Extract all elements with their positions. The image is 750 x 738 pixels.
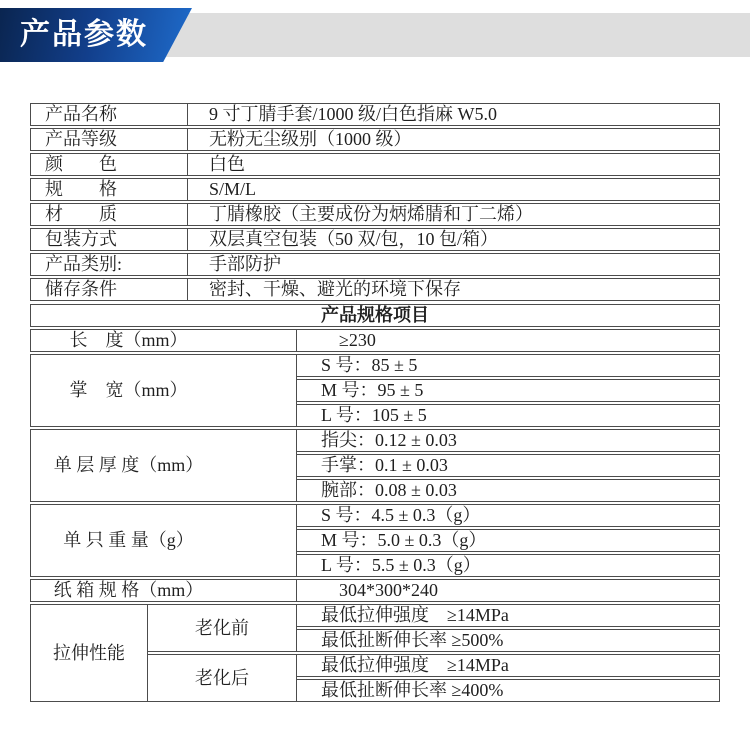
cell-value: 9 寸丁腈手套/1000 级/白色指麻 W5.0 — [188, 103, 720, 126]
spec-row-carton — [30, 579, 720, 602]
cell-label: 包装方式 — [30, 228, 188, 251]
cell-value: 最低拉伸强度 ≥14MPa — [297, 654, 720, 677]
cell-label: 长 度（mm） — [30, 329, 297, 352]
table-row-color — [30, 153, 720, 176]
cell-value: 最低扯断伸长率 ≥500% — [297, 629, 720, 652]
cell-value: 手部防护 — [188, 253, 720, 276]
cell-label: 材 质 — [30, 203, 188, 226]
spec-row-weight-s — [30, 504, 720, 527]
cell-value: 最低扯断伸长率 ≥400% — [297, 679, 720, 702]
cell-label: 掌 宽（mm） — [30, 354, 297, 427]
cell-value: 304*300*240 — [297, 579, 720, 602]
spec-row-length — [30, 329, 720, 352]
spec-row-thickness-fingertip — [30, 429, 720, 452]
cell-value: ≥230 — [297, 329, 720, 352]
spec-row-tensile-before-strength — [30, 604, 720, 627]
cell-label: 储存条件 — [30, 278, 188, 301]
table-row-product-grade — [30, 128, 720, 151]
banner-title: 产品参数 — [20, 18, 148, 51]
spec-row-palm-s — [30, 354, 720, 377]
cell-value: M 号：5.0 ± 0.3（g） — [297, 529, 720, 552]
aging-before-label: 老化前 — [148, 604, 297, 652]
spec-section-title: 产品规格项目 — [30, 304, 720, 327]
cell-label: 纸 箱 规 格（mm） — [30, 579, 297, 602]
table-row-product-name — [30, 103, 720, 126]
cell-value: 指尖：0.12 ± 0.03 — [297, 429, 720, 452]
cell-label: 单 只 重 量（g） — [30, 504, 297, 577]
product-params-banner — [0, 0, 750, 70]
cell-value: 双层真空包装（50 双/包，10 包/箱） — [188, 228, 720, 251]
cell-value: L 号：105 ± 5 — [297, 404, 720, 427]
cell-label: 产品类别: — [30, 253, 188, 276]
cell-value: 丁腈橡胶（主要成份为炳烯腈和丁二烯） — [188, 203, 720, 226]
spec-title-row — [30, 304, 720, 327]
cell-label: 产品名称 — [30, 103, 188, 126]
cell-value: S 号：85 ± 5 — [297, 354, 720, 377]
cell-label: 产品等级 — [30, 128, 188, 151]
table-row-size — [30, 178, 720, 201]
aging-after-label: 老化后 — [148, 654, 297, 702]
table-row-material — [30, 203, 720, 226]
cell-value: S/M/L — [188, 178, 720, 201]
cell-value: 白色 — [188, 153, 720, 176]
cell-label: 单 层 厚 度（mm） — [30, 429, 297, 502]
basic-info-table — [30, 101, 720, 303]
cell-value: M 号：95 ± 5 — [297, 379, 720, 402]
cell-value: 最低拉伸强度 ≥14MPa — [297, 604, 720, 627]
tensile-label: 拉伸性能 — [30, 604, 148, 702]
product-spec-sheet — [30, 101, 720, 704]
table-row-packaging — [30, 228, 720, 251]
cell-value: L 号：5.5 ± 0.3（g） — [297, 554, 720, 577]
table-row-storage — [30, 278, 720, 301]
cell-value: 无粉无尘级别（1000 级） — [188, 128, 720, 151]
cell-value: S 号：4.5 ± 0.3（g） — [297, 504, 720, 527]
cell-value: 密封、干燥、避光的环境下保存 — [188, 278, 720, 301]
table-row-category — [30, 253, 720, 276]
spec-table — [30, 302, 720, 704]
cell-value: 腕部：0.08 ± 0.03 — [297, 479, 720, 502]
cell-label: 颜 色 — [30, 153, 188, 176]
cell-label: 规 格 — [30, 178, 188, 201]
cell-value: 手掌：0.1 ± 0.03 — [297, 454, 720, 477]
